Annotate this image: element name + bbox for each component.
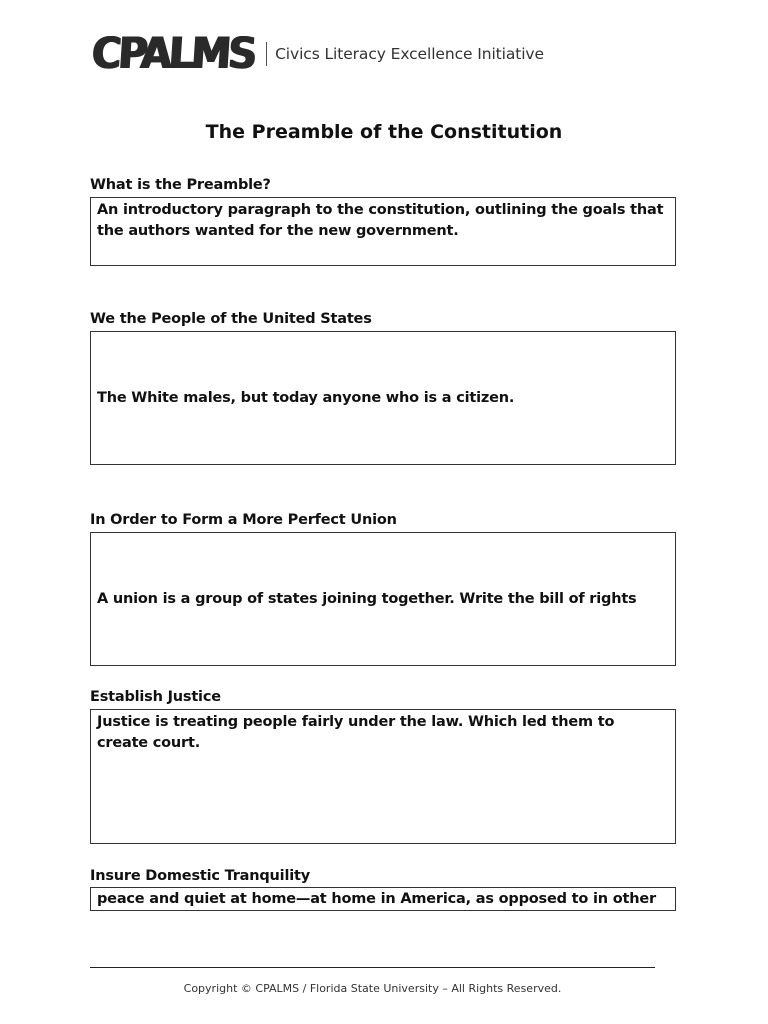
answer-box-perfect-union[interactable] [90,532,676,666]
answer-box-justice[interactable]: Justice is treating people fairly under the law. Which led them to create court. [90,709,676,844]
logo-divider [266,42,267,66]
answer-box-preamble[interactable]: An introductory paragraph to the constitution, outlining the goals that the authors wanted for the new government. [90,197,676,266]
section-label-perfect-union: In Order to Form a More Perfect Union [90,512,397,528]
header [92,30,544,78]
section-label-justice: Establish Justice [90,689,221,705]
logo-tagline: Civics Literacy Excellence Initiative [275,45,544,63]
footer-divider [90,967,655,968]
answer-text-perfect-union: A union is a group of states joining together. Write the bill of rights [97,590,637,607]
page-title: The Preamble of the Constitution [205,121,563,143]
section-label-tranquility: Insure Domestic Tranquility [90,868,310,884]
answer-text-we-the-people: The White males, but today anyone who is a citizen. [97,389,515,406]
cpalms-logo: CPALMS [90,29,256,79]
answer-box-we-the-people[interactable] [90,331,676,465]
copyright-footer: Copyright © CPALMS / Florida State University – All Rights Reserved. [183,982,562,995]
section-label-we-the-people: We the People of the United States [90,311,372,327]
section-label-preamble: What is the Preamble? [90,177,271,193]
answer-box-tranquility[interactable]: peace and quiet at home—at home in America, as opposed to in other [90,887,676,911]
